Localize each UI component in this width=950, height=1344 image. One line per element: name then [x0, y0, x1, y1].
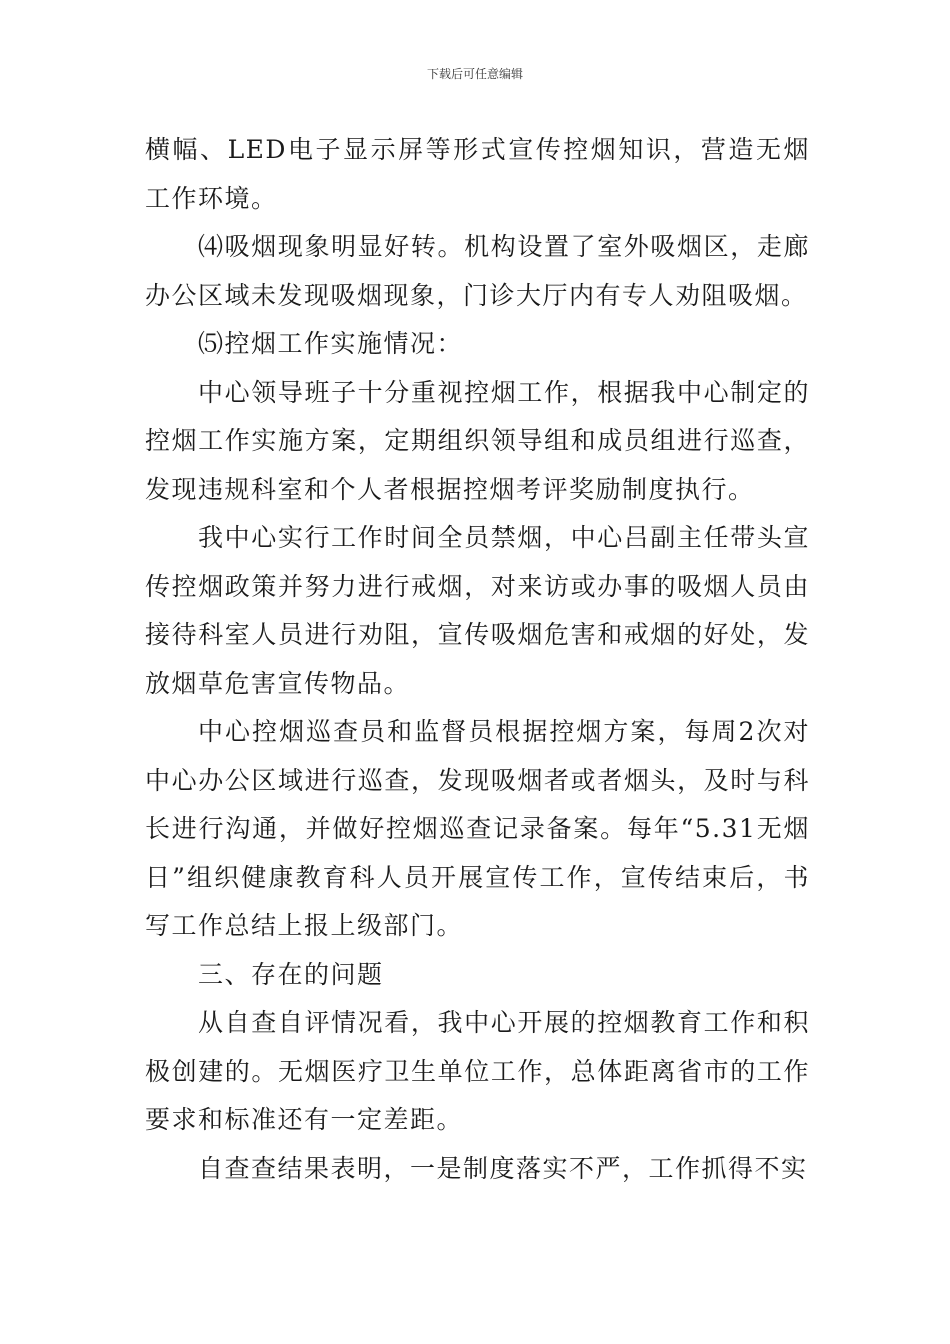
paragraph-4: 中心领导班子十分重视控烟工作，根据我中心制定的控烟工作实施方案，定期组织领导组和成员组进行巡查，发现违规科室和个人者根据控烟考评奖励制度执行。 [145, 377, 810, 504]
paragraph-8: 自查查结果表明，一是制度落实不严，工作抓得不实 [198, 1153, 808, 1183]
section-heading: 三、存在的问题 [198, 959, 384, 989]
document-body [145, 126, 810, 1193]
paragraph-7: 从自查自评情况看，我中心开展的控烟教育工作和积极创建的。无烟医疗卫生单位工作，总体距离省市的工作要求和标准还有一定差距。 [145, 1008, 810, 1134]
paragraph-5: 我中心实行工作时间全员禁烟，中心吕副主任带头宣传控烟政策并努力进行戒烟，对来访或办事的吸烟人员由接待科室人员进行劝阻，宣传吸烟危害和戒烟的好处，发放烟草危害宣传物品。 [145, 523, 810, 698]
paragraph-6: 中心控烟巡查员和监督员根据控烟方案，每周2次对中心办公区域进行巡查，发现吸烟者或者烟头，及时与科长进行沟通，并做好控烟巡查记录备案。每年“5.31无烟日”组织健康教育科人员开展宣传工作，宣传结束后，书写工作总结上报上级部门。 [145, 717, 810, 940]
page-header: 下载后可任意编辑 [426, 67, 523, 81]
paragraph-3: ⑸控烟工作实施情况： [198, 329, 464, 358]
paragraph-1: 横幅、LED电子显示屏等形式宣传控烟知识，营造无烟工作环境。 [145, 135, 810, 213]
paragraph-2: ⑷吸烟现象明显好转。机构设置了室外吸烟区，走廊办公区域未发现吸烟现象，门诊大厅内有专人劝阻吸烟。 [145, 232, 810, 310]
